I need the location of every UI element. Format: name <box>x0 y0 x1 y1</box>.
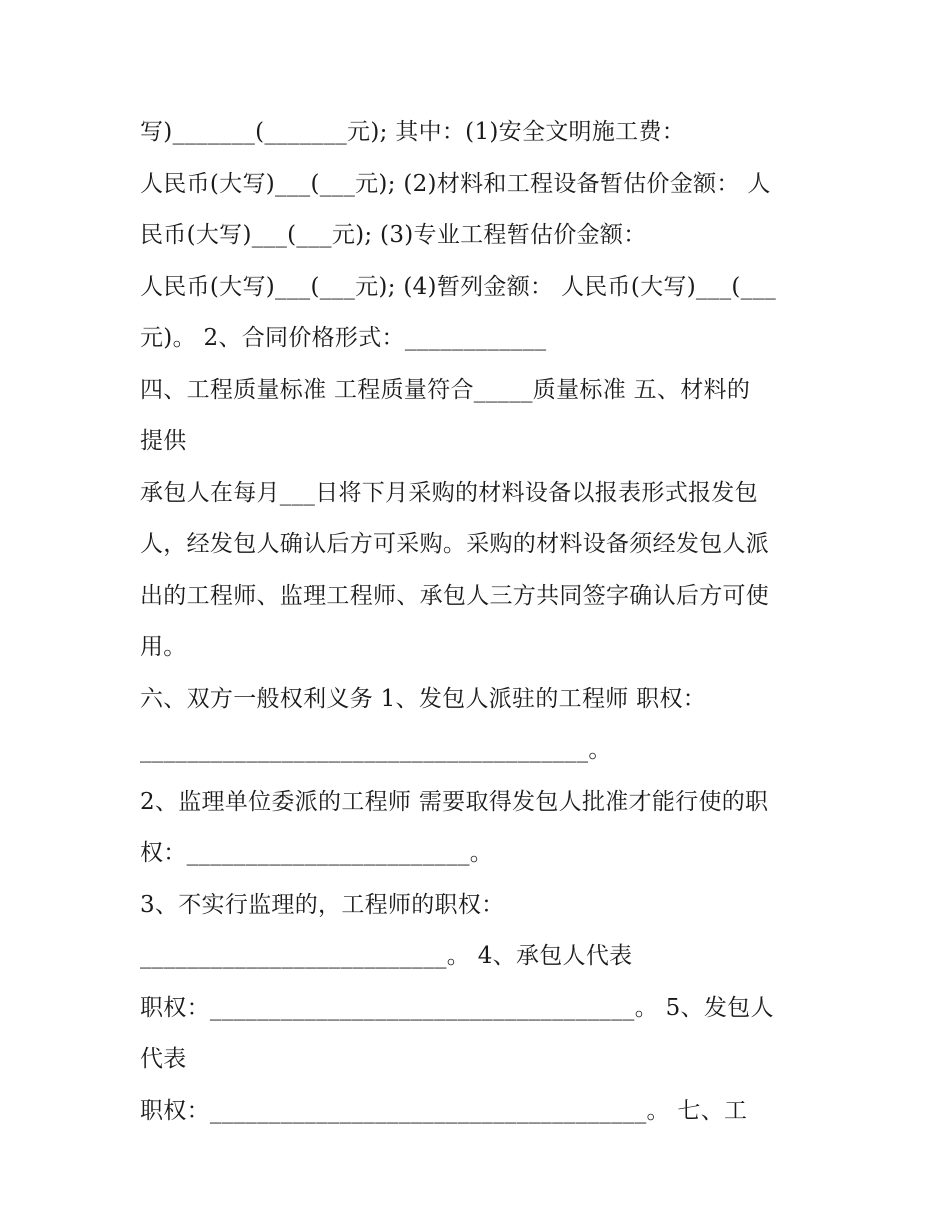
document-page <box>140 110 820 1140</box>
text-line: 元)。 2、合同价格形式：____________ <box>140 325 547 351</box>
text-line: __________________________。 4、承包人代表 <box>140 943 633 969</box>
text-line: 人，经发包人确认后方可采购。采购的材料设备须经发包人派 <box>140 531 770 557</box>
text-line: 2、监理单位委派的工程师 需要取得发包人批准才能行使的职 <box>140 788 769 815</box>
text-line: 写)_______(_______元); 其中：(1)安全文明施工费： <box>140 119 686 145</box>
text-line: 3、不实行监理的，工程师的职权： <box>140 891 505 918</box>
text-line: 权：________________________。 <box>140 840 494 866</box>
text-line: 民币(大写)___(___元); (3)专业工程暂估价金额： <box>140 222 647 248</box>
text-line: 用。 <box>140 634 187 660</box>
text-line: 职权：_____________________________________。 七、工 <box>140 1097 748 1124</box>
text-line: 六、双方一般权利义务 1、发包人派驻的工程师 职权： <box>140 685 707 712</box>
text-line: 承包人在每月___日将下月采购的材料设备以报表形式报发包 <box>140 479 758 506</box>
text-line: 代表 <box>140 1046 187 1072</box>
text-line: 出的工程师、监理工程师、承包人三方共同签字确认后方可使 <box>140 582 770 609</box>
text-line: 人民币(大写)___(___元); (4)暂列金额： 人民币(大写)___(___ <box>140 273 777 300</box>
text-line: 职权：____________________________________。 5、发包人 <box>140 994 774 1021</box>
text-line: ______________________________________。 <box>140 737 612 763</box>
text-line: 提供 <box>140 428 187 454</box>
text-line: 四、工程质量标准 工程质量符合_____质量标准 五、材料的 <box>140 376 751 403</box>
text-line: 人民币(大写)___(___元); (2)材料和工程设备暂估价金额： 人 <box>140 170 771 197</box>
